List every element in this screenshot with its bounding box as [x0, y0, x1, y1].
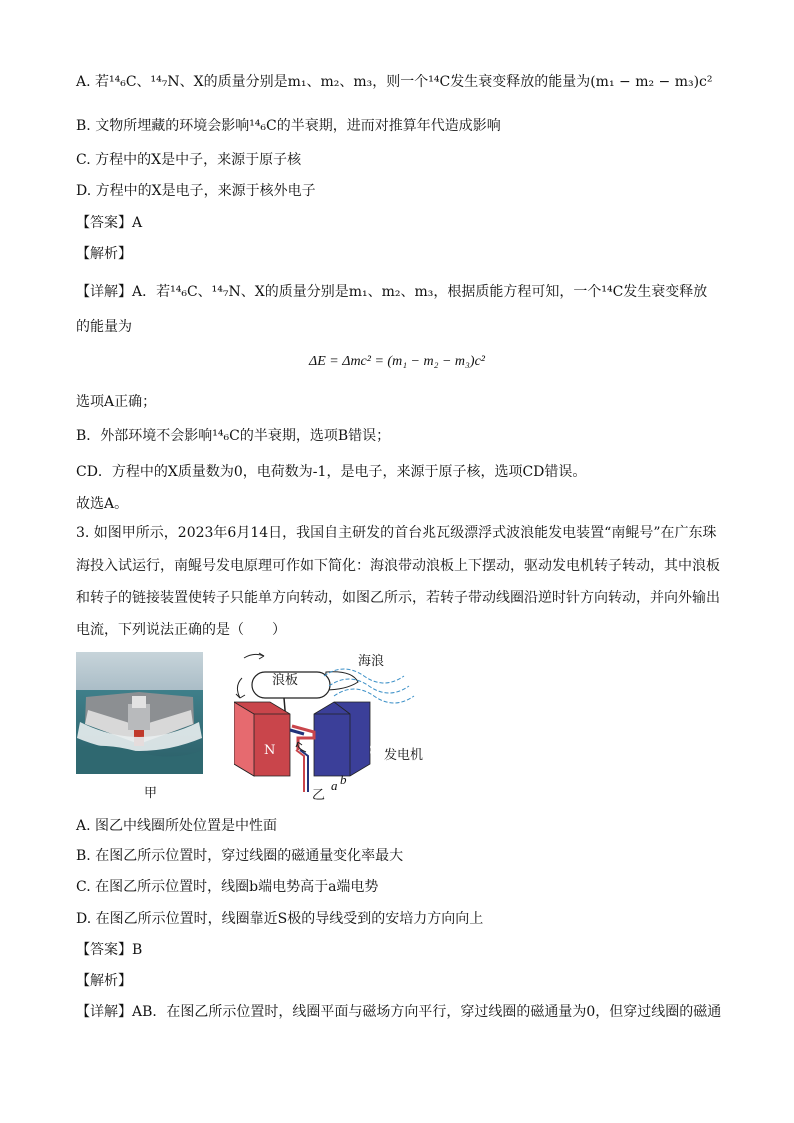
- question-3-line-2: 海投入试运行，南鲲号发电原理可作如下简化：海浪带动浪板上下摆动，驱动发电机转子转动，其中浪板: [76, 558, 720, 574]
- option-3d: D. 在图乙所示位置时，线圈靠近S极的导线受到的安培力方向向上: [76, 911, 484, 927]
- detail-line-2: 的能量为: [76, 319, 132, 335]
- option-3b: B. 在图乙所示位置时，穿过线圈的磁通量变化率最大: [76, 848, 404, 864]
- label-terminal-a: a: [331, 778, 338, 793]
- option-d-prev: D. 方程中的X是电子，来源于核外电子: [76, 183, 316, 199]
- detail-line-4: B．外部环境不会影响¹⁴₆C的半衰期，选项B错误；: [76, 428, 391, 444]
- detail-line-5: CD．方程中的X质量数为0，电荷数为-1，是电子，来源于原子核，选项CD错误。: [76, 464, 587, 480]
- label-n-pole: N: [264, 743, 276, 758]
- answer-label-2: 【答案】B: [76, 942, 143, 958]
- caption-yi: 乙: [312, 788, 326, 803]
- label-generator: 发电机: [384, 748, 424, 763]
- detail-line-6: 故选A。: [76, 496, 129, 512]
- analysis-label: 【解析】: [76, 246, 132, 262]
- generator-diagram: [234, 652, 464, 802]
- option-c-prev: C. 方程中的X是中子，来源于原子核: [76, 152, 302, 168]
- detail-line-1: 【详解】A．若¹⁴₆C、¹⁴₇N、X的质量分别是m₁、m₂、m₃，根据质能方程可知，一个¹⁴C发生衰变释放: [76, 284, 708, 300]
- label-langban: 浪板: [272, 673, 299, 688]
- detail-line-3: 选项A正确；: [76, 394, 157, 410]
- answer-label: 【答案】A: [76, 215, 143, 231]
- option-3a: A. 图乙中线圈所处位置是中性面: [76, 818, 278, 834]
- caption-jia: 甲: [144, 786, 158, 801]
- label-hailang: 海浪: [358, 654, 385, 669]
- option-a-prev: A. 若¹⁴₆C、¹⁴₇N、X的质量分别是m₁、m₂、m₃，则一个¹⁴C发生衰变释放的能量为(m₁ − m₂ − m₃)c²: [76, 74, 713, 90]
- energy-equation: ΔE = Δmc² = (m₁ − m₂ − m₃)c²: [309, 354, 485, 369]
- analysis-label-2: 【解析】: [76, 973, 132, 989]
- question-3-line-4: 电流，下列说法正确的是（ ）: [76, 622, 286, 638]
- detail2-line-1: 【详解】AB．在图乙所示位置时，线圈平面与磁场方向平行，穿过线圈的磁通量为0，但穿过线圈的磁通: [76, 1004, 722, 1020]
- option-3c: C. 在图乙所示位置时，线圈b端电势高于a端电势: [76, 879, 379, 895]
- question-3-line-3: 和转子的链接装置使转子只能单方向转动，如图乙所示，若转子带动线圈沿逆时针方向转动，并向外输出: [76, 590, 720, 606]
- question-figure: [76, 652, 436, 802]
- wave-energy-device-photo: [76, 652, 203, 774]
- question-3-line-1: 3. 如图甲所示，2023年6月14日，我国自主研发的首台兆瓦级漂浮式波浪能发电装置“南鲲号”在广东珠: [76, 525, 717, 541]
- label-terminal-b: b: [340, 772, 347, 787]
- label-s-pole: S: [369, 743, 378, 758]
- option-b-prev: B. 文物所埋藏的环境会影响¹⁴₆C的半衰期，进而对推算年代造成影响: [76, 118, 501, 134]
